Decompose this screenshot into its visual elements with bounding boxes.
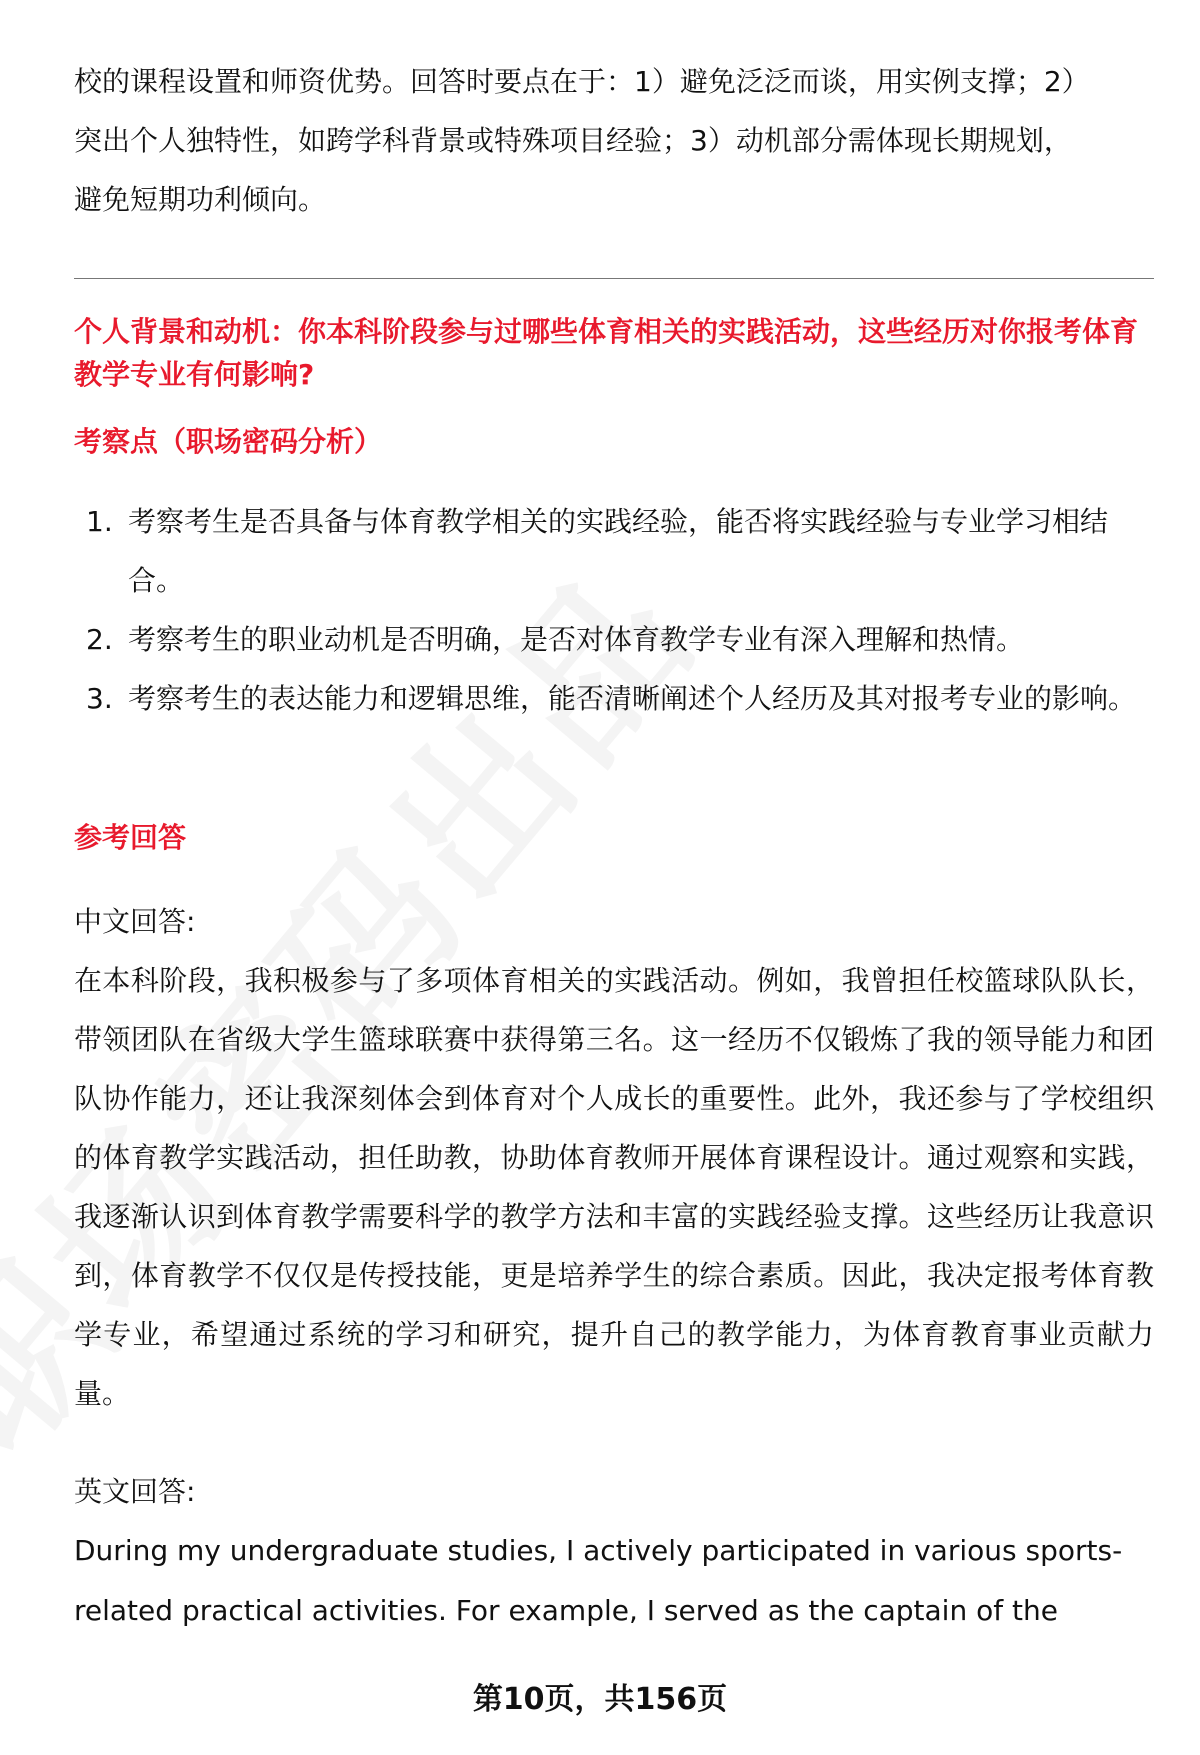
- chinese-answer-block: [74, 892, 1154, 1423]
- intro-line: 校的课程设置和师资优势。回答时要点在于：1）避免泛泛而谈，用实例支撑；2）: [74, 65, 1090, 98]
- list-item-text: 考察考生是否具备与体育教学相关的实践经验，能否将实践经验与专业学习相结合。: [128, 505, 1109, 597]
- intro-line: 突出个人独特性，如跨学科背景或特殊项目经验；3）动机部分需体现长期规划，: [74, 124, 1072, 157]
- document-page: [74, 0, 1154, 1755]
- list-item-text: 考察考生的表达能力和逻辑思维，能否清晰阐述个人经历及其对报考专业的影响。: [128, 682, 1137, 715]
- english-answer-text: During my undergraduate studies, I actively participated in various sports-related practical activities. For example, I served as the captain of the: [74, 1534, 1123, 1627]
- list-number: 1.: [86, 505, 113, 538]
- section-divider: [74, 278, 1154, 279]
- list-item: [74, 610, 1154, 669]
- list-number: 3.: [86, 682, 113, 715]
- answer-heading: 参考回答: [74, 821, 187, 854]
- list-number: 2.: [86, 623, 113, 656]
- intro-line: 避免短期功利倾向。: [74, 183, 327, 216]
- english-answer-block: [74, 1462, 1154, 1641]
- chinese-answer-label: 中文回答:: [74, 905, 196, 938]
- list-item: [74, 669, 1154, 728]
- english-answer-label: 英文回答:: [74, 1475, 196, 1508]
- points-heading: 考察点（职场密码分析）: [74, 425, 383, 458]
- points-list: [74, 492, 1154, 728]
- list-item: [74, 492, 1154, 610]
- list-item-text: 考察考生的职业动机是否明确，是否对体育教学专业有深入理解和热情。: [128, 623, 1025, 656]
- page-footer: 第10页，共156页: [472, 1682, 728, 1717]
- intro-paragraph: [74, 52, 1154, 229]
- question-title: 个人背景和动机：你本科阶段参与过哪些体育相关的实践活动，这些经历对你报考体育教学专业有何影响?: [74, 315, 1139, 391]
- chinese-answer-text: 在本科阶段，我积极参与了多项体育相关的实践活动。例如，我曾担任校篮球队队长，带领团队在省级大学生篮球联赛中获得第三名。这一经历不仅锻炼了我的领导能力和团队协作能力，还让我深刻体会到体育对个人成长的重要性。此外，我还参与了学校组织的体育教学实践活动，担任助教，协助体育教师开展体育课程设计。通过观察和实践，我逐渐认识到体育教学需要科学的教学方法和丰富的实践经验支撑。这些经历让我意识到，体育教学不仅仅是传授技能，更是培养学生的综合素质。因此，我决定报考体育教学专业，希望通过系统的学习和研究，提升自己的教学能力，为体育教育事业贡献力量。: [74, 964, 1154, 1410]
